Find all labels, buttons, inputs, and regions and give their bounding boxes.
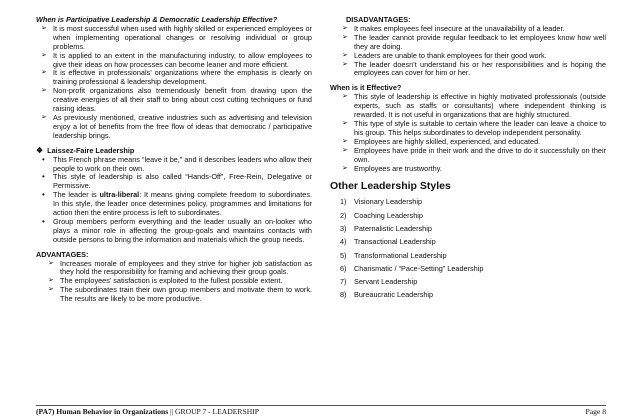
item-number: 4) (340, 237, 347, 247)
list-item: ➢ It is effective in professionals’ organizations where the emphasis is clearly on training professional & leadership development. (36, 69, 312, 87)
list-item: • The leader is ultra-liberal: It means giving complete freedom to subordinates. In this style, the leader once determines policy, programmes and limitations for action then the entire process is left to subordinates. (36, 191, 312, 218)
laissez-faire-list (36, 156, 312, 245)
when-effective-list (330, 93, 606, 173)
left-column (36, 16, 312, 304)
list-item: ➢ The subordinates train their own group members and motivate them to work. The results are likely to be more productive. (36, 286, 312, 304)
footer-course (36, 407, 259, 416)
effective-heading: When is Participative Leadership & Democratic Leadership Effective? (36, 15, 278, 24)
disadvantages-list (330, 25, 606, 78)
item-label: Transactional Leadership (354, 237, 436, 247)
list-item: ➢ Leaders are unable to thank employees for their good work. (330, 52, 606, 61)
list-item: ➢ Employees are trustworthy. (330, 165, 606, 174)
when-effective-heading: When is it Effective? (330, 83, 402, 93)
list-item (330, 278, 606, 287)
other-styles-list (330, 198, 606, 300)
other-styles-heading: Other Leadership Styles (330, 180, 451, 193)
item-number: 7) (340, 277, 347, 287)
list-item: ➢ It makes employees feel insecure at the unavailability of a leader. (330, 25, 606, 34)
right-column (330, 16, 606, 305)
list-item: ➢ This style of leadership is effective in highly motivated professionals (outside experts, such as staffs or consultants) where independent thinking is rewarded. It is not useful in organizations that are highly structured. (330, 93, 606, 120)
item-label: Coaching Leadership (354, 210, 423, 220)
list-item: ➢ The employees’ satisfaction is exploited to the fullest possible extent. (36, 277, 312, 286)
advantages-list (36, 260, 312, 305)
item-number: 5) (340, 250, 347, 260)
item-number: 3) (340, 224, 347, 233)
effective-list (36, 25, 312, 141)
item-label: Visionary Leadership (354, 197, 423, 207)
disadvantages-heading: DISADVANTAGES: (346, 15, 411, 24)
list-item: • Group members perform everything and the leader usually an on-looker who plays a minor role in affecting the group-goals and maintains contacts with outside persons to bring the information and materials which the group needs. (36, 218, 312, 245)
laissez-faire-title: Laissez-Faire Leadership (47, 145, 135, 155)
list-item (330, 212, 606, 221)
item-label: Paternalistic Leadership (354, 224, 432, 233)
item-label: Bureaucratic Leadership (354, 290, 434, 300)
list-item: • This style of leadership is also called “Hands-Off”, Free-Rein, Delegative or Permissive. (36, 173, 312, 191)
course-title: (PA7) Human Behavior in Organizations (36, 407, 169, 416)
list-item: ➢ Non-profit organizations also tremendously benefit from drawing upon the creative energies of all their staff to bring about cost cutting techniques or fund raising ideas. (36, 87, 312, 114)
list-item: ➢ It is applied to an extent in the manufacturing industry, to allow employees to give their ideas on how processes can become leaner and more efficient. (36, 52, 312, 70)
item-number: 1) (340, 197, 347, 207)
item-label: Servant Leadership (354, 277, 418, 287)
item-number: 2) (340, 210, 347, 220)
list-item: ➢ Increases morale of employees and they strive for higher job satisfaction as they hold the responsibility for framing and achieving their group goals. (36, 260, 312, 278)
list-item (330, 291, 606, 300)
list-item (330, 225, 606, 234)
list-item (330, 238, 606, 247)
list-item: ➢ This type of style is suitable to certain where the leader can leave a choice to his group. This helps subordinates to develop independent personality. (330, 120, 606, 138)
page-number: Page 8 (585, 407, 606, 416)
item-label: Transformational Leadership (354, 250, 447, 260)
list-item (330, 252, 606, 261)
list-item: ➢ Employees have pride in their work and the drive to do it successfully on their own. (330, 147, 606, 165)
list-item: ➢ The leader cannot provide regular feedback to let employees know how well they are doing. (330, 34, 606, 52)
page-footer (36, 405, 606, 416)
list-item: • This French phrase means “leave it be,” and it describes leaders who allow their people to work on their own. (36, 156, 312, 174)
item-label: Charismatic / “Pace-Setting” Leadership (354, 263, 484, 273)
diamond-bullet-icon: ❖ (36, 145, 44, 155)
list-item: ➢ The leader doesn’t understand his or her responsibilities and is hoping the employees can cover for him or her. (330, 61, 606, 79)
list-item: ➢ As previously mentioned, creative industries such as advertising and television enjoy a lot of benefits from the free flow of ideas that democratic / participative leadership brings. (36, 114, 312, 141)
list-item (330, 265, 606, 274)
item-number: 6) (340, 263, 347, 273)
list-item: ➢ Employees are highly skilled, experienced, and educated. (330, 138, 606, 147)
advantages-heading: ADVANTAGES: (36, 249, 89, 259)
group-label: || GROUP 7 - LEADERSHIP (168, 407, 259, 416)
item-number: 8) (340, 290, 347, 300)
list-item: ➢ It is most successful when used with highly skilled or experienced employees or when implementing operational changes or resolving individual or group problems. (36, 25, 312, 52)
list-item (330, 198, 606, 207)
